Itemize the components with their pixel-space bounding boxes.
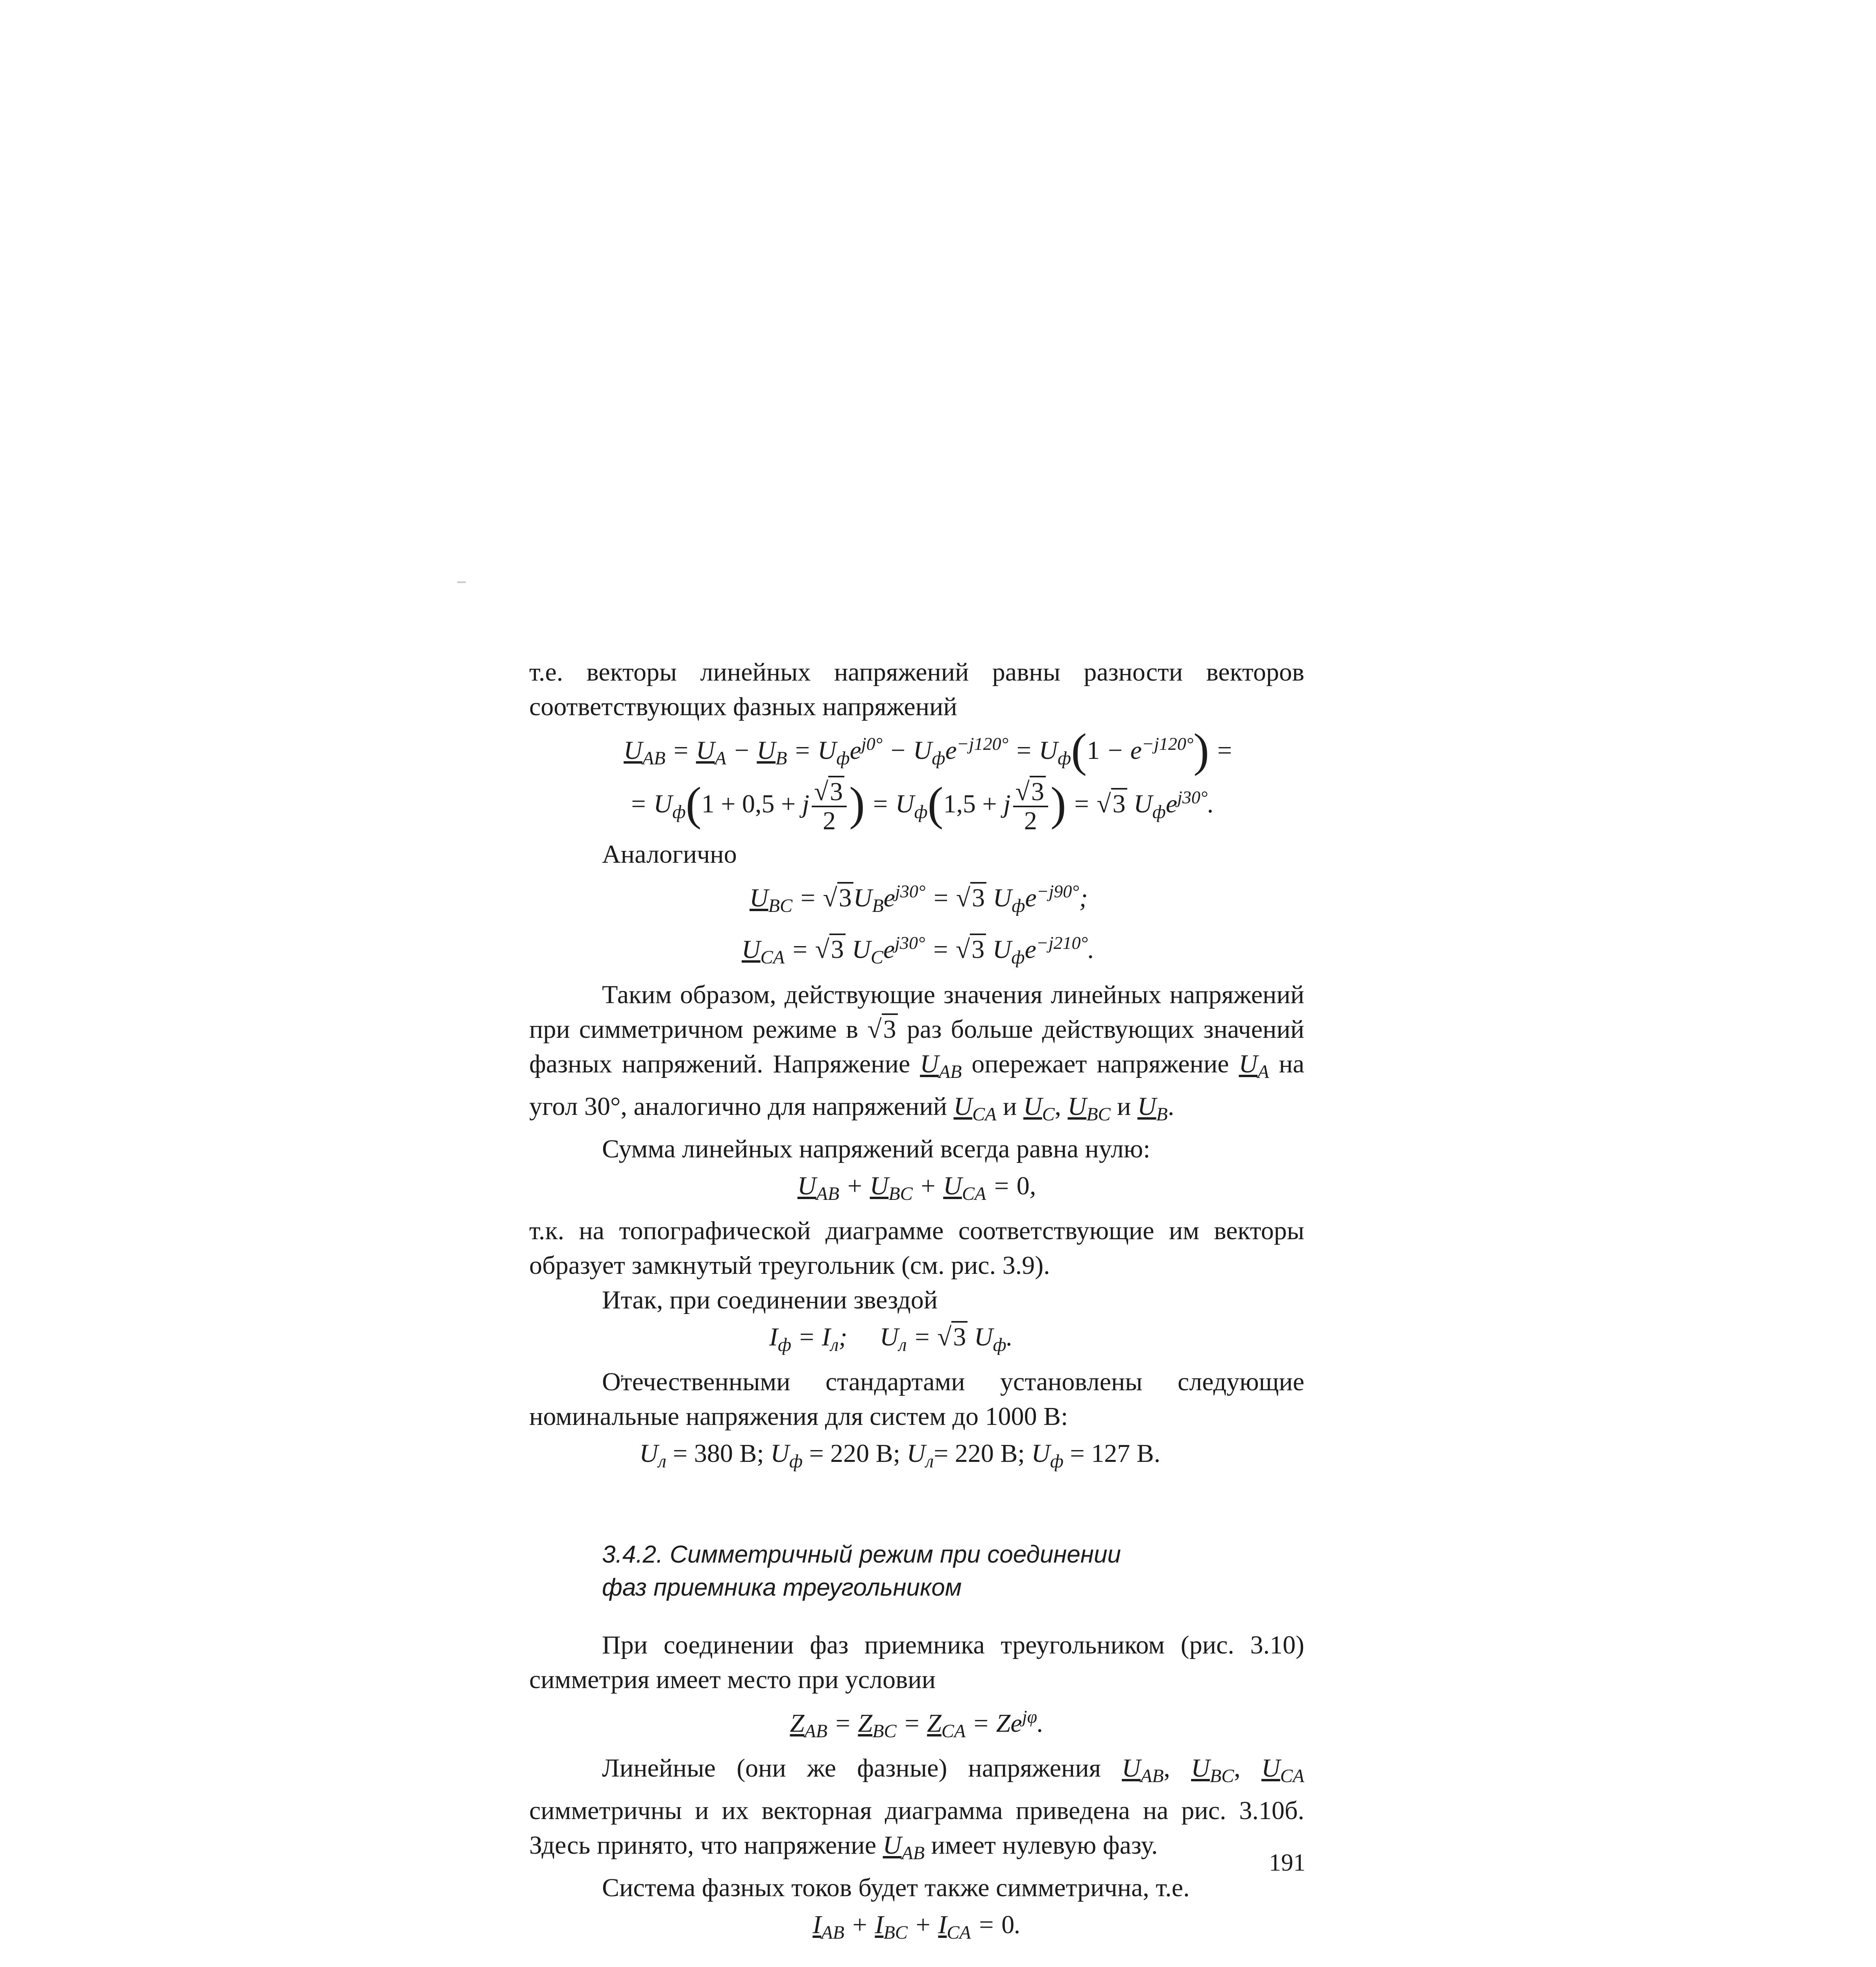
scan-artifact xyxy=(457,581,466,583)
page-number: 191 xyxy=(1269,1849,1305,1876)
sum-explain: т.к. на топографической диаграмме соответствующие им векторы образует замкнутый треугольник (см. рис. 3.9). xyxy=(529,1216,1304,1280)
delta-intro: При соединении фаз приемника треугольником (рис. 3.10) симметрия имеет место при условии xyxy=(529,1630,1304,1694)
paragraph-symmetric: Таким образом, действующие значения линейных напряжений при симметричном режиме в √3 раз больше действующих значений фазных напряжений. Напряжение $U_{AB}$ опережает напряжение $U_A$ на угол 30°, аналогично для напряжений $U_{CA}$ и $U_C$, $U_{BC}$ и $U_B$. xyxy=(529,980,1305,1125)
equation-2: = $U_ф(1 + 0,5 + j$ $\frac{√3}{2}$ ) = $U_ф(1,5 + j$ $\frac{√3}{2}$ ) = √3 $U_фe^{j30^\circ}$. xyxy=(529,778,1304,835)
equation-7: $U_л = 380$ В; $U_ф = 220$ В; $U_л= 220$ В; $U_ф = 127$ В. xyxy=(639,1439,1161,1472)
star-intro: Итак, при соединении звездой xyxy=(602,1286,938,1315)
analog-label: Аналогично xyxy=(602,840,737,869)
equation-9: $I_{AB} + I_{BC} + I_{CA} = 0$. xyxy=(812,1910,1021,1943)
equation-4: $U_{CA} = √3$ $U_Ce^{j30^\circ} = √3$ $U_фe^{-j210^\circ}$. xyxy=(742,933,1095,968)
sum-intro: Сумма линейных напряжений всегда равна нулю: xyxy=(602,1134,1150,1163)
equation-3: $U_{BC} = √3U_Be^{j30^\circ} = √3$ $U_фe^{-j90^\circ}$; xyxy=(750,881,1088,917)
equation-1: $U_{AB} = U_A - U_B = U_фe^{j0^\circ} - U_фe^{-j120^\circ} = U_ф(1 - e^{-j120^\circ})$ = xyxy=(624,724,1233,776)
standards-paragraph: Отечественными стандартами установлены следующие номинальные напряжения для систем до 1000 В: xyxy=(529,1367,1304,1431)
heading-line-1: 3.4.2. Симметричный режим при соединении xyxy=(602,1541,1121,1568)
heading-line-2: фаз приемника треугольником xyxy=(602,1574,962,1601)
equation-5: $U_{AB} + U_{BC} + U_{CA} = 0$, xyxy=(797,1171,1036,1205)
phase-currents-paragraph: Система фазных токов будет также симметрична, т.е. xyxy=(602,1873,1190,1902)
section-heading xyxy=(602,1538,1304,1604)
equation-6: $I_ф = I_л$; $U_л = √3$ $U_ф$. xyxy=(529,1320,1304,1362)
equation-8: $Z_{AB} = Z_{BC} = Z_{CA} = Ze^{j\varphi}$. xyxy=(790,1706,1044,1742)
linear-voltages-paragraph: Линейные (они же фазные) напряжения $U_{AB}$, $U_{BC}$, $U_{CA}$ симметричны и их векторная диаграмма приведена на рис. 3.10б. Здесь принято, что напряжение $U_{AB}$ имеет нулевую фазу. xyxy=(529,1753,1304,1864)
page-body xyxy=(529,655,1304,1952)
intro-paragraph: т.е. векторы линейных напряжений равны разности векторов соответствующих фазных напряжений xyxy=(529,658,1304,721)
